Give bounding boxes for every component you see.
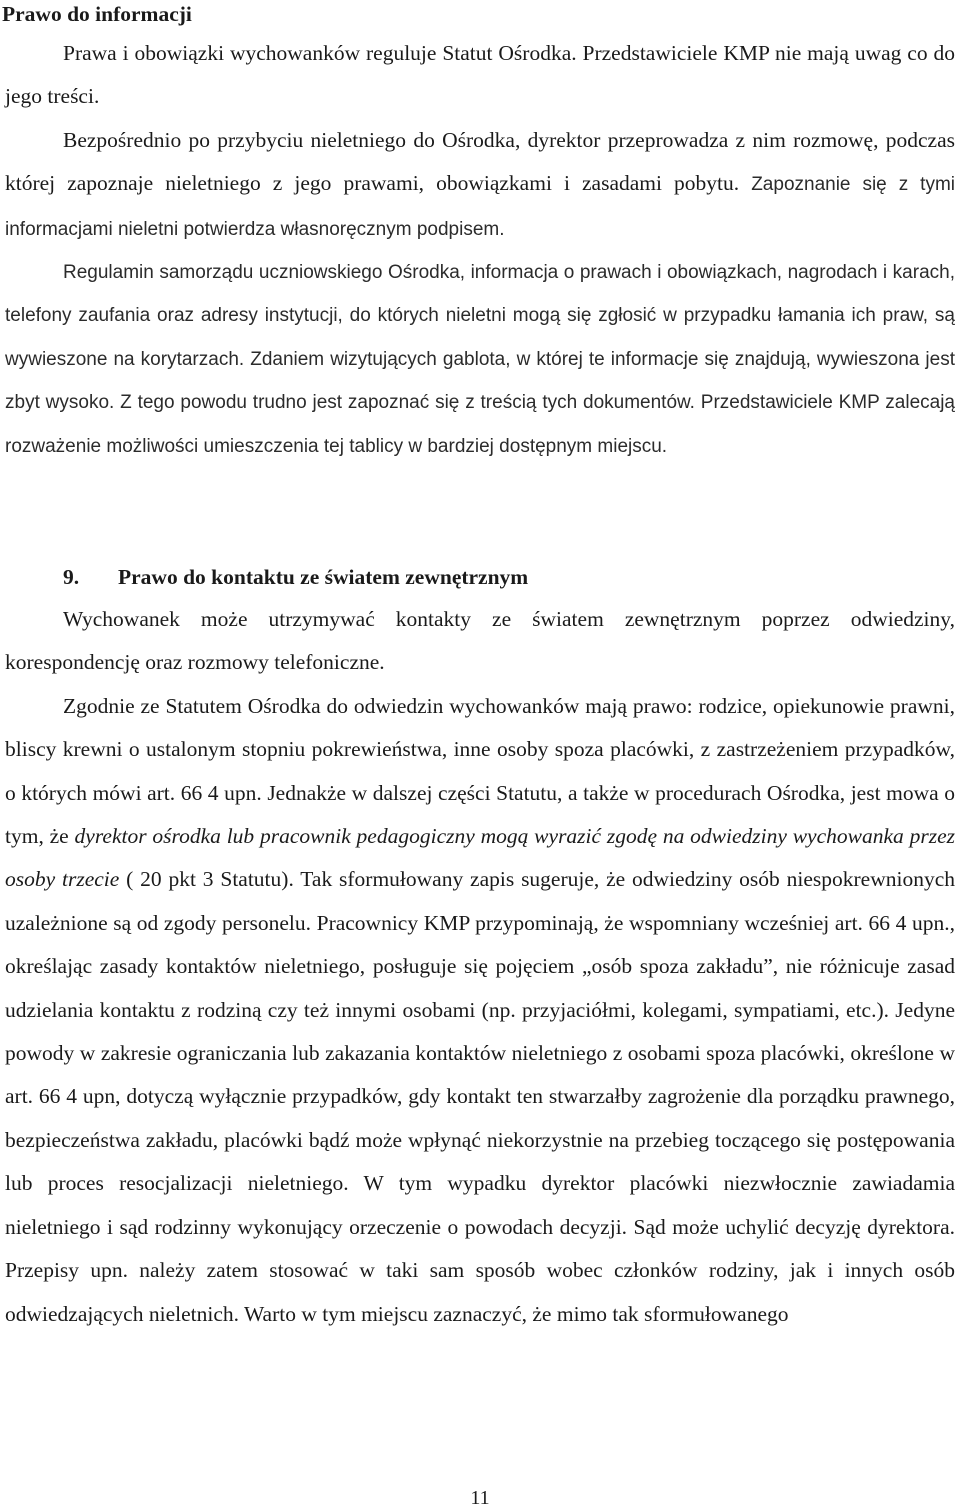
section-8-body: [5, 32, 955, 468]
section-9-paragraph-2: [5, 685, 955, 1336]
section-9-paragraph-2-quote: dyrektor ośrodka lub pracownik pedagogiczny mogą wyrazić zgodę na odwiedziny wychowanka przez osoby trzecie: [5, 824, 955, 892]
page-number: 11: [470, 1487, 490, 1509]
section-8-paragraph-3: Regulamin samorządu uczniowskiego Ośrodka, informacja o prawach i obowiązkach, nagrodach i karach, telefony zaufania oraz adresy instytucji, do których nieletni mogą się zgłosić w przypadku łamania ich praw, są wywieszone na korytarzach. Zdaniem wizytujących gablota, w której te informacje się znajdują, wywieszona jest zbyt wysoko. Z tego powodu trudno jest zapoznać się z treścią tych dokumentów. Przedstawiciele KMP zalecają rozważenie możliwości umieszczenia tej tablicy w bardziej dostępnym miejscu.: [5, 262, 955, 457]
section-9-paragraph-1: Wychowanek może utrzymywać kontakty ze światem zewnętrznym poprzez odwiedziny, korespondencję oraz rozmowy telefoniczne.: [5, 607, 955, 675]
section-9-paragraph-2-part-b: ( 20 pkt 3 Statutu). Tak sformułowany zapis sugeruje, że odwiedziny osób niespokrewnionych uzależnione są od zgody personelu. Pracownicy KMP przypominają, że wspomniany wcześniej art. 66 4 upn., określając zasady kontaktów nieletniego, posługuje się pojęciem „osób spoza zakładu”, nie różnicuje zasad udzielania kontaktu z rodziną czy też innymi osobami (np. przyjaciółmi, kolegami, sympatiami, etc.). Jedyne powody w zakresie ograniczania lub zakazania kontaktów nieletniego z osobami spoza placówki, określone w art. 66 4 upn, dotyczą wyłącznie przypadków, gdy kontakt ten stwarzałby zagrożenie dla porządku prawnego, bezpieczeństwa zakładu, placówki bądź może wpłynąć niekorzystnie na przebieg toczącego się postępowania lub proces resocjalizacji nieletniego. W tym wypadku dyrektor placówki niezwłocznie zawiadamia nieletniego i sąd rodzinny wykonujący orzeczenie o powodach decyzji. Sąd może uchylić decyzję dyrektora. Przepisy upn. należy zatem stosować w taki sam sposób wobec członków rodziny, jak i innych osób odwiedzających nieletnich. Warto w tym miejscu zaznaczyć, że mimo tak sformułowanego: [5, 867, 956, 1326]
section-8-paragraph-2-text: Bezpośrednio po przybyciu nieletniego do Ośrodka, dyrektor przeprowadza z nim rozmowę, podczas której zapoznaje nieletniego z jego prawami, obowiązkami i zasadami pobytu.: [5, 127, 955, 196]
section-9-heading: [63, 565, 528, 589]
section-9-title: Prawo do kontaktu ze światem zewnętrznym: [118, 565, 529, 589]
section-9-number: 9.: [63, 565, 80, 589]
section-8-paragraph-1: Prawa i obowiązki wychowanków reguluje Statut Ośrodka. Przedstawiciele KMP nie mają uwag co do jego treści.: [5, 41, 955, 109]
section-9-body: [5, 598, 955, 1336]
section-8-title: Prawo do informacji: [2, 2, 192, 26]
section-8-heading: [0, 2, 192, 26]
section-8-paragraph-2-signature-note: Zapoznanie się z tymi informacjami nieletni potwierdza własnoręcznym podpisem.: [5, 174, 955, 240]
section-9-paragraph-2-part-a: Zgodnie ze Statutem Ośrodka do odwiedzin wychowanków mają prawo: rodzice, opiekunowie prawni, bliscy krewni o ustalonym stopniu pokrewieństwa, inne osoby spoza placówki, z zastrzeżeniem przypadków, o których mówi art. 66 4 upn. Jednakże w dalszej części Statutu, a także w procedurach Ośrodka, jest mowa o tym, że: [5, 693, 955, 849]
section-8-paragraph-2: [5, 119, 955, 251]
